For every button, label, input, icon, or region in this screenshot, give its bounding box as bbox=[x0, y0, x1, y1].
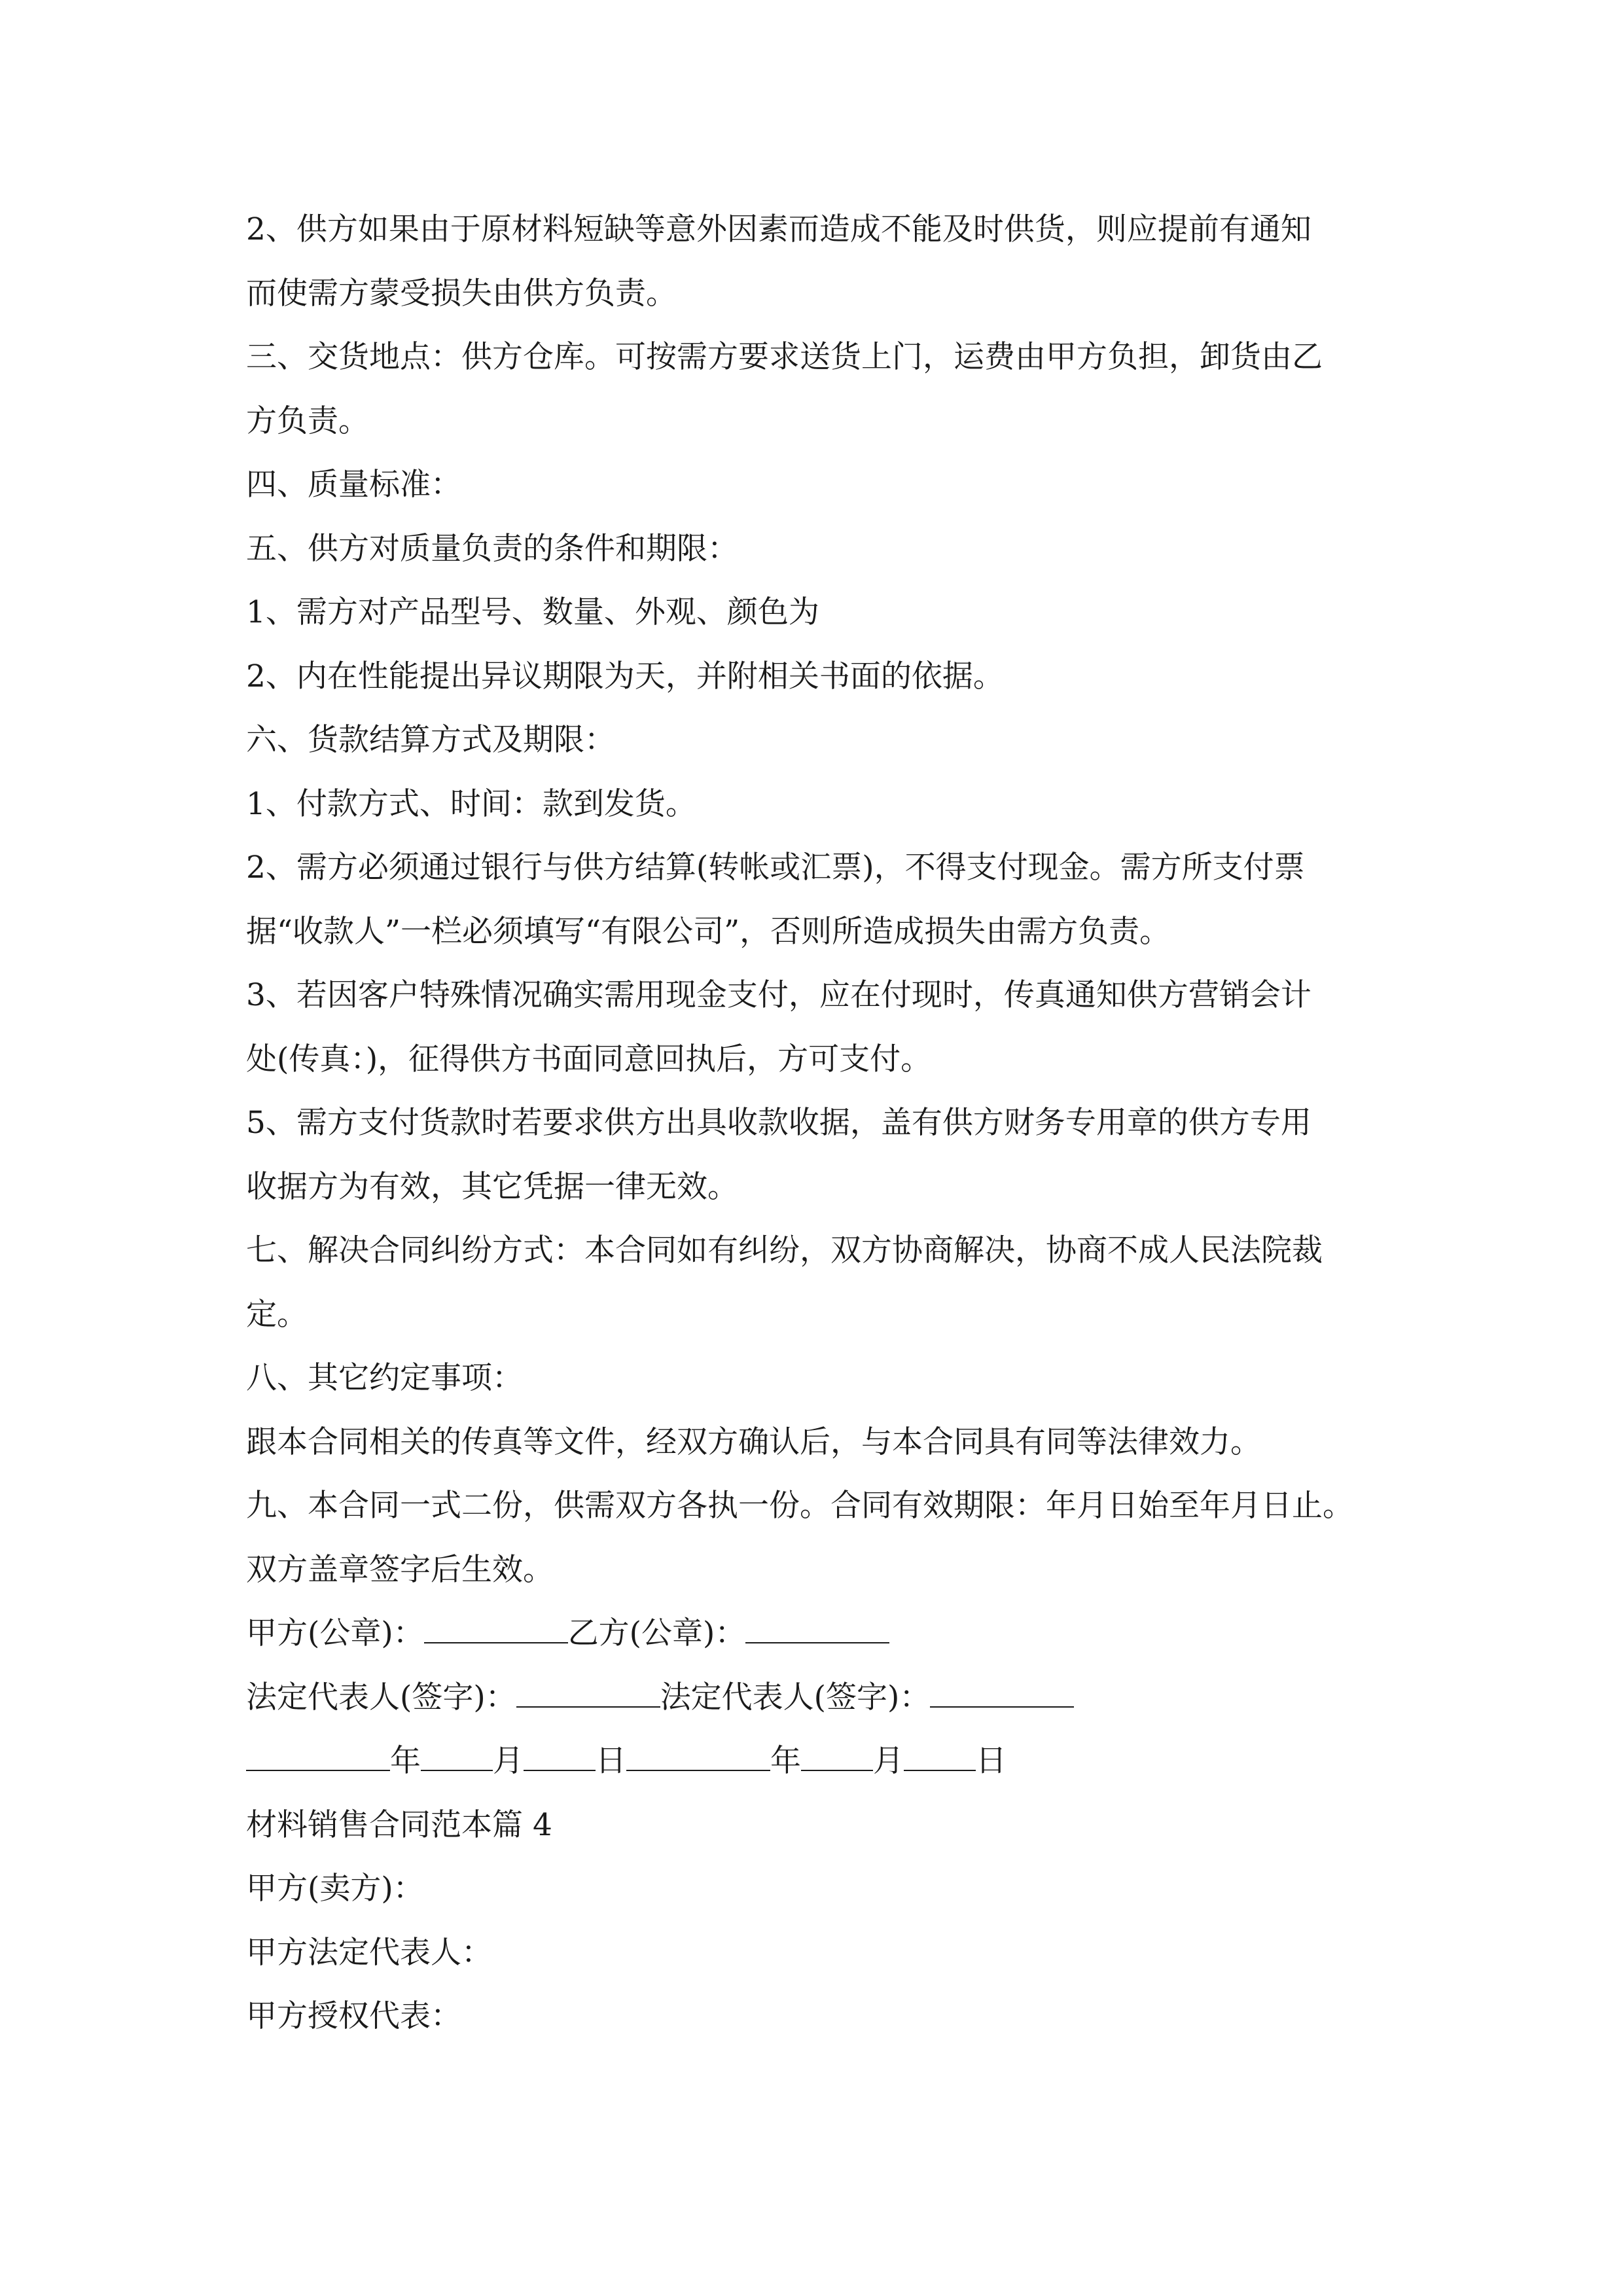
paragraph-line: 六、货款结算方式及期限： bbox=[246, 722, 615, 758]
paragraph-line: 2、内在性能提出异议期限为天，并附相关书面的依据。 bbox=[246, 658, 1004, 694]
paragraph-line: 2、需方必须通过银行与供方结算(转帐或汇票)，不得支付现金。需方所支付票 bbox=[246, 850, 1305, 886]
date-b-year-blank bbox=[626, 1744, 770, 1771]
paragraph-line: 五、供方对质量负责的条件和期限： bbox=[246, 530, 738, 567]
date-b-year-label: 年 bbox=[770, 1743, 801, 1779]
date-b-day-label: 日 bbox=[976, 1743, 1007, 1779]
seal-line bbox=[246, 1602, 1385, 1666]
paragraph-line: 3、若因客户特殊情况确实需用现金支付，应在付现时，传真通知供方营销会计 bbox=[246, 977, 1311, 1013]
section-title: 材料销售合同范本篇 4 bbox=[246, 1806, 552, 1843]
paragraph-line: 处(传真：)，征得供方书面同意回执后，方可支付。 bbox=[246, 1041, 932, 1077]
date-b-month-blank bbox=[801, 1744, 873, 1771]
paragraph-line: 三、交货地点：供方仓库。可按需方要求送货上门，运费由甲方负担，卸货由乙 bbox=[246, 339, 1323, 375]
legal-rep-a-label: 法定代表人(签字)： bbox=[246, 1679, 516, 1715]
paragraph-line: 八、其它约定事项： bbox=[246, 1360, 523, 1396]
paragraph-line: 七、解决合同纠纷方式：本合同如有纠纷，双方协商解决，协商不成人民法院裁 bbox=[246, 1232, 1323, 1268]
paragraph-line: 双方盖章签字后生效。 bbox=[246, 1551, 554, 1588]
paragraph-line: 四、质量标准： bbox=[246, 467, 461, 503]
date-a-year-label: 年 bbox=[390, 1743, 421, 1779]
party-b-seal-blank bbox=[745, 1616, 889, 1643]
date-a-year-blank bbox=[246, 1744, 390, 1771]
party-a-legal-rep-line: 甲方法定代表人： bbox=[246, 1934, 492, 1971]
paragraph-line: 1、需方对产品型号、数量、外观、颜色为 bbox=[246, 594, 819, 630]
party-b-seal-label: 乙方(公章)： bbox=[567, 1615, 746, 1651]
paragraph-line: 2、供方如果由于原材料短缺等意外因素而造成不能及时供货，则应提前有通知 bbox=[246, 211, 1311, 247]
date-a-day-label: 日 bbox=[596, 1743, 626, 1779]
paragraph-line: 1、付款方式、时间：款到发货。 bbox=[246, 785, 696, 822]
date-b-day-blank bbox=[904, 1744, 976, 1771]
legal-rep-line bbox=[246, 1666, 1385, 1730]
legal-rep-b-blank bbox=[930, 1680, 1074, 1708]
paragraph-line: 收据方为有效，其它凭据一律无效。 bbox=[246, 1168, 738, 1205]
date-line bbox=[246, 1729, 1385, 1793]
party-a-seal-label: 甲方(公章)： bbox=[246, 1615, 424, 1651]
paragraph-line: 据“收款人”一栏必须填写“有限公司”，否则所造成损失由需方负责。 bbox=[246, 913, 1171, 950]
legal-rep-b-label: 法定代表人(签字)： bbox=[660, 1679, 931, 1715]
party-a-seller-line: 甲方(卖方)： bbox=[246, 1871, 424, 1907]
contract-body bbox=[246, 198, 1385, 2049]
date-b-month-label: 月 bbox=[873, 1743, 904, 1779]
paragraph-line: 方负责。 bbox=[246, 403, 369, 439]
paragraph-line: 5、需方支付货款时若要求供方出具收款收据，盖有供方财务专用章的供方专用 bbox=[246, 1105, 1311, 1141]
party-a-seal-blank bbox=[424, 1616, 568, 1643]
date-a-month-label: 月 bbox=[493, 1743, 524, 1779]
party-a-authorized-rep-line: 甲方授权代表： bbox=[246, 1998, 461, 2034]
paragraph-line: 跟本合同相关的传真等文件，经双方确认后，与本合同具有同等法律效力。 bbox=[246, 1424, 1261, 1460]
date-a-month-blank bbox=[421, 1744, 493, 1771]
date-a-day-blank bbox=[524, 1744, 596, 1771]
legal-rep-a-blank bbox=[516, 1680, 660, 1708]
paragraph-line: 九、本合同一式二份，供需双方各执一份。合同有效期限：年月日始至年月日止。 bbox=[246, 1488, 1353, 1524]
paragraph-line: 定。 bbox=[246, 1296, 308, 1333]
paragraph-line: 而使需方蒙受损失由供方负责。 bbox=[246, 275, 677, 312]
